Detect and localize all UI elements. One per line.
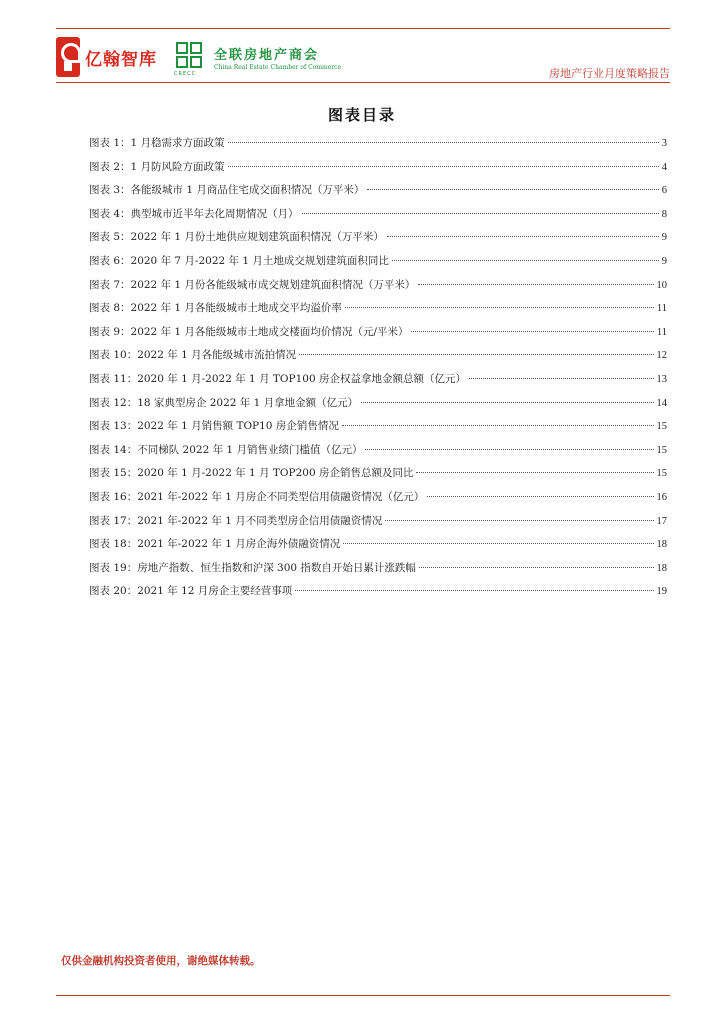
toc-entry[interactable] bbox=[89, 229, 667, 253]
toc-entry-page: 9 bbox=[661, 255, 667, 267]
toc-entry-label: 图表 8：2022 年 1 月各能级城市土地成交平均溢价率 bbox=[89, 302, 342, 315]
toc-leader bbox=[385, 520, 653, 521]
toc-entry[interactable] bbox=[89, 324, 667, 348]
toc-entry[interactable] bbox=[89, 206, 667, 230]
toc-leader bbox=[469, 378, 654, 379]
toc-entry[interactable] bbox=[89, 182, 667, 206]
toc-entry-page: 18 bbox=[656, 539, 667, 551]
toc-entry-label: 图表 7：2022 年 1 月份各能级城市成交规划建筑面积情况（万平米） bbox=[89, 278, 416, 291]
page-header bbox=[56, 33, 670, 83]
toc-entry[interactable] bbox=[89, 300, 667, 324]
toc-leader bbox=[228, 142, 659, 143]
toc-entry-label: 图表 16：2021 年-2022 年 1 月房企不同类型信用债融资情况（亿元） bbox=[89, 490, 425, 503]
toc-entry-page: 15 bbox=[656, 421, 667, 433]
toc-entry-label: 图表 13：2022 年 1 月销售额 TOP10 房企销售情况 bbox=[89, 420, 339, 433]
toc-entry-page: 15 bbox=[656, 468, 667, 480]
toc-leader bbox=[299, 354, 653, 355]
crecc-name-cn: 全联房地产商会 bbox=[214, 47, 320, 63]
toc-entry-label: 图表 9：2022 年 1 月各能级城市土地成交楼面均价情况（元/平米） bbox=[89, 325, 409, 338]
toc-leader bbox=[367, 189, 658, 190]
toc-entry[interactable] bbox=[89, 583, 667, 607]
crecc-abbr: CRECC bbox=[174, 71, 197, 77]
toc-leader bbox=[228, 166, 659, 167]
toc-entry-label: 图表 1：1 月稳需求方面政策 bbox=[89, 137, 225, 149]
yihan-logo bbox=[56, 35, 157, 79]
toc-leader bbox=[302, 213, 659, 214]
toc-leader bbox=[365, 449, 653, 450]
toc-entry-page: 16 bbox=[656, 491, 667, 503]
toc-leader bbox=[295, 590, 653, 591]
toc-leader bbox=[343, 543, 653, 544]
toc-list bbox=[89, 135, 667, 607]
toc-entry[interactable] bbox=[89, 560, 667, 584]
toc-entry-page: 12 bbox=[656, 350, 667, 362]
toc-entry-label: 图表 5：2022 年 1 月份土地供应规划建筑面积情况（万平米） bbox=[89, 231, 384, 244]
header-bottom-rule bbox=[56, 82, 670, 83]
toc-entry[interactable] bbox=[89, 371, 667, 395]
toc-entry-label: 图表 14：不同梯队 2022 年 1 月销售业绩门槛值（亿元） bbox=[89, 443, 363, 456]
toc-entry[interactable] bbox=[89, 253, 667, 277]
yihan-logo-icon bbox=[56, 37, 80, 77]
toc-entry-page: 17 bbox=[656, 515, 667, 527]
toc-leader bbox=[418, 284, 653, 285]
toc-leader bbox=[345, 307, 654, 308]
crecc-logo-icon bbox=[174, 42, 208, 77]
toc-entry-page: 13 bbox=[656, 373, 667, 385]
toc-entry-label: 图表 11：2020 年 1 月-2022 年 1 月 TOP100 房企权益拿地金额总额（亿元） bbox=[89, 372, 466, 385]
toc-heading: 图表目录 bbox=[327, 106, 396, 124]
toc-leader bbox=[361, 402, 653, 403]
toc-entry-label: 图表 20：2021 年 12 月房企主要经营事项 bbox=[89, 585, 293, 598]
toc-leader bbox=[342, 425, 654, 426]
toc-entry-page: 11 bbox=[656, 303, 667, 315]
toc-entry-page: 15 bbox=[656, 444, 667, 456]
report-title: 房地产行业月度策略报告 bbox=[549, 67, 670, 80]
toc-entry-label: 图表 12：18 家典型房企 2022 年 1 月拿地金额（亿元） bbox=[89, 396, 359, 409]
toc-entry-label: 图表 3：各能级城市 1 月商品住宅成交面积情况（万平米） bbox=[89, 184, 365, 197]
toc-entry-label: 图表 2：1 月防风险方面政策 bbox=[89, 160, 225, 173]
footer-disclaimer: 仅供金融机构投资者使用，谢绝媒体转载。 bbox=[61, 955, 261, 967]
toc-entry[interactable] bbox=[89, 135, 667, 159]
toc-leader bbox=[387, 236, 659, 237]
toc-entry[interactable] bbox=[89, 489, 667, 513]
toc-entry-label: 图表 17：2021 年-2022 年 1 月不同类型房企信用债融资情况 bbox=[89, 514, 383, 527]
toc-entry-label: 图表 18：2021 年-2022 年 1 月房企海外债融资情况 bbox=[89, 538, 341, 551]
toc-entry-page: 14 bbox=[656, 397, 667, 409]
toc-entry[interactable] bbox=[89, 395, 667, 419]
toc-entry-page: 18 bbox=[656, 562, 667, 574]
toc-entry[interactable] bbox=[89, 465, 667, 489]
toc-leader bbox=[419, 567, 654, 568]
yihan-brand-name: 亿翰智库 bbox=[85, 49, 157, 70]
toc-entry[interactable] bbox=[89, 347, 667, 371]
toc-leader bbox=[392, 260, 659, 261]
toc-leader bbox=[411, 331, 653, 332]
toc-entry-label: 图表 6：2020 年 7 月-2022 年 1 月土地成交规划建筑面积同比 bbox=[89, 254, 389, 267]
toc-entry-page: 11 bbox=[656, 326, 667, 338]
toc-entry-page: 4 bbox=[661, 161, 667, 173]
toc-entry[interactable] bbox=[89, 442, 667, 466]
toc-leader bbox=[427, 496, 653, 497]
toc-entry-page: 8 bbox=[661, 208, 667, 220]
toc-entry-label: 图表 15：2020 年 1 月-2022 年 1 月 TOP200 房企销售总额及同比 bbox=[89, 467, 414, 480]
toc-entry[interactable] bbox=[89, 277, 667, 301]
toc-entry-label: 图表 19：房地产指数、恒生指数和沪深 300 指数自开始日累计涨跌幅 bbox=[89, 561, 416, 574]
toc-entry-page: 10 bbox=[656, 279, 667, 291]
toc-entry[interactable] bbox=[89, 513, 667, 537]
toc-entry[interactable] bbox=[89, 418, 667, 442]
toc-entry-label: 图表 4：典型城市近半年去化周期情况（月） bbox=[89, 207, 299, 220]
toc-entry[interactable] bbox=[89, 159, 667, 183]
footer-rule bbox=[56, 995, 670, 996]
toc-entry-label: 图表 10：2022 年 1 月各能级城市流拍情况 bbox=[89, 349, 297, 362]
toc-entry-page: 9 bbox=[661, 232, 667, 244]
crecc-logo bbox=[176, 37, 341, 77]
toc-entry-page: 3 bbox=[661, 138, 667, 149]
toc-entry-page: 6 bbox=[661, 185, 667, 197]
toc-entry-page: 19 bbox=[656, 586, 667, 598]
toc-entry[interactable] bbox=[89, 536, 667, 560]
header-top-rule bbox=[56, 28, 670, 29]
crecc-name-en: China Real Estate Chamber of Commerce bbox=[214, 63, 342, 71]
toc-leader bbox=[416, 472, 653, 473]
